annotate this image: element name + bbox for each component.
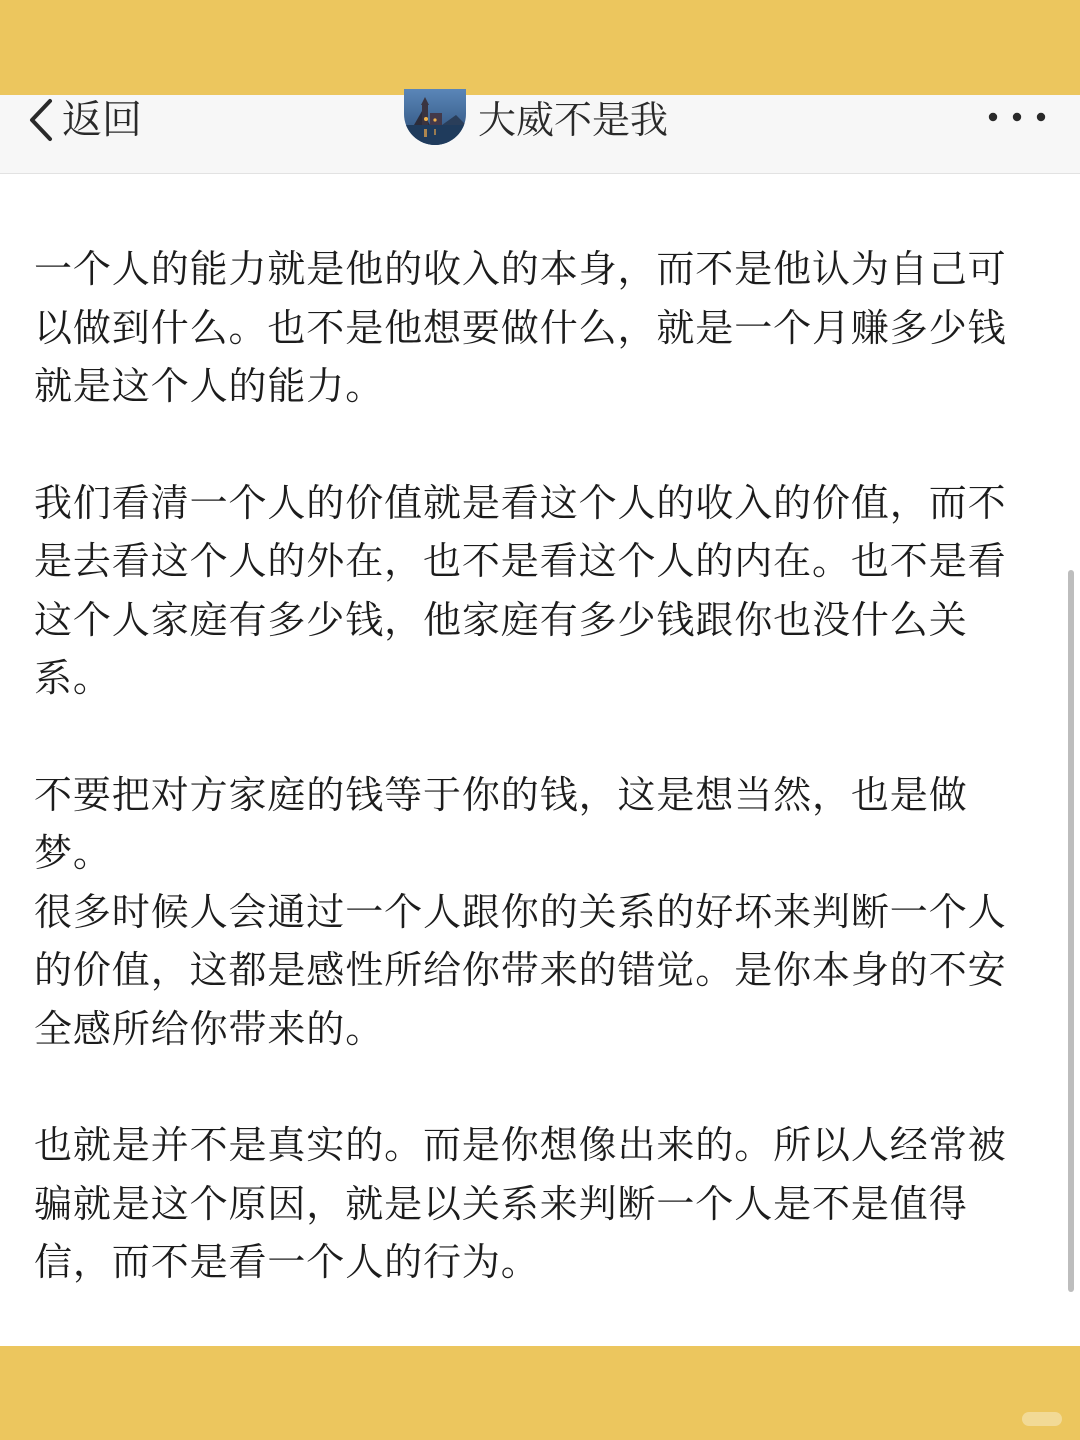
back-button[interactable]: [24, 95, 142, 145]
more-button[interactable]: [984, 105, 1054, 129]
article-body: [34, 240, 1034, 1292]
article-paragraph: 很多时候人会通过一个人跟你的关系的好坏来判断一个人的价值，这都是感性所给你带来的错觉。是你本身的不安全感所给你带来的。: [34, 889, 1007, 1051]
article-paragraph: 不要把对方家庭的钱等于你的钱，这是想当然，也是做梦。: [34, 772, 968, 875]
avatar[interactable]: [404, 89, 466, 145]
chevron-left-icon: [24, 97, 58, 143]
more-dots-icon: [984, 105, 1054, 129]
paragraph-spacer: [34, 708, 1034, 766]
article-paragraph: 我们看清一个人的价值就是看这个人的收入的价值，而不是去看这个人的外在，也不是看这个人的内在。也不是看这个人家庭有多少钱，他家庭有多少钱跟你也没什么关系。: [34, 480, 1007, 700]
back-label: 返回: [62, 97, 142, 143]
author-name: 大威不是我: [478, 98, 669, 142]
vertical-scrollbar[interactable]: [1068, 570, 1074, 1292]
watermark-mark: [1022, 1412, 1062, 1426]
navigation-bar: [0, 95, 1080, 174]
paragraph-spacer: [34, 1058, 1034, 1116]
article-paragraph: 也就是并不是真实的。而是你想像出来的。所以人经常被骗就是这个原因，就是以关系来判断一个人是不是值得信，而不是看一个人的行为。: [34, 1123, 1007, 1284]
paragraph-spacer: [34, 416, 1034, 474]
author-info[interactable]: [404, 95, 668, 145]
article-paragraph: 一个人的能力就是他的收入的本身，而不是他认为自己可以做到什么。也不是他想要做什么，就是一个月赚多少钱就是这个人的能力。: [34, 247, 1007, 408]
top-yellow-band: [0, 0, 1080, 95]
bottom-yellow-band: [0, 1346, 1080, 1440]
